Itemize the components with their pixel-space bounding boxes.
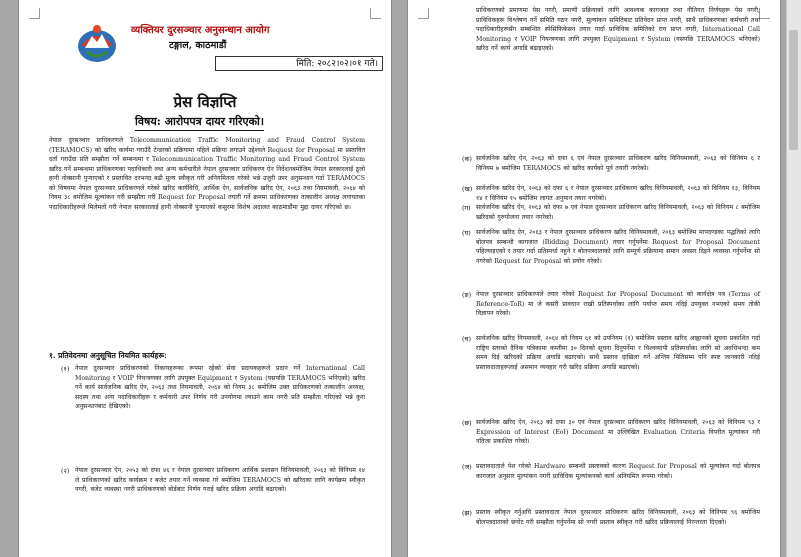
- item-number: (झ): [462, 509, 472, 517]
- item-number: (च): [462, 335, 472, 343]
- item-paragraph: प्रस्ताव स्वीकृत गर्नुअघि प्रस्तावदाता नेपाल दुरसञ्चार प्राधिकरण खरिद विनियमावली, २०६३ को विनियम ९६ बमोजिम बोलपत्रदाताको छनोट गरी सम्झौता गर्नुपर्नेमा सो नगरी प्रस्ताव स्वीकृत गरी खरिद प्रक्रियालाई निरन्तरता दिएको।: [476, 509, 760, 526]
- item-paragraph: सार्वजनिक खरिद ऐन, २०६३ को दफा ३० एवं नेपाल दुरसञ्चार प्राधिकरण खरिद विनियमावली, २०६३ को विनियम ९३ र Expression of Interest (EoI) Document मा उल्लिखित Evaluation Criteria विपरीत मूल्यांकन गरी नतिजा प्रकाशित गरेको।: [476, 419, 760, 445]
- item-paragraph: सार्वजनिक खरिद ऐन, २०६३ को दफा ६ एवं नेपाल दुरसञ्चार प्राधिकरण खरिद विनियमावली, २०६३ को विनियम ६ र विनियम ७ बमोजिम TERAMOCS को खरिद कार्यको पूर्व तयारी नगरेको।: [476, 155, 760, 172]
- margin-mark: [418, 8, 429, 19]
- item-paragraph: सार्वजनिक खरिद नियमावली, २०६४ को नियम ६१ को उपनियम (१) बमोजिम प्रस्ताव खरिद आह्वानको सूचना प्रकाशित गर्दा राष्ट्रिय स्तरको दैनिक पत्रिकामा कम्तीमा ३० दिनको सूचना दिनुपर्नेमा र विश्वव्यापी प्रतिस्पर्धाका लागि सो अवधिभन्दा कम समय दिई खरिदको प्रक्रिया अगाडि बढाएको। साथै प्रस्ताव दाखिला गर्ने अन्तिम मितिसम्म पनि स्पष्ट जानकारी नदिई प्रस्तावदाताहरूलाई असमान व्यवहार गरी खरिद प्रक्रिया अगाडि बढाएको।: [476, 335, 760, 371]
- item-number: (ङ): [462, 291, 472, 299]
- document-page-right: [408, 0, 780, 557]
- item-paragraph-2: नेपाल दुरसञ्चार ऐन, २०५३ को दफा ४६ र नेपाल दुरसञ्चार प्राधिकरण आर्थिक प्रशासन विनियमावली, २०६३ को विनियम १४ ले प्राधिकरणको खरिद कार्यक्रम र बजेट तयार गर्ने व्यवस्था गरे बमोजिम TERAMOCS को खरिदका लागि कार्यक्रम स्वीकृत नगरी, बजेट व्यवस्था नगरी प्राधिकरणको बोर्डबाट निर्णय गराई खरिद प्रक्रिया अगाडि बढाएको।: [75, 467, 365, 493]
- continued-paragraph: प्राधिकरणको प्रमाणमा पेस नगरी, प्रमाणी प्रक्रियाको लागि आवश्यक कागजात तथा नीतिगत निर्णयहरू पेस नगरी, प्राविधिकहरू विश्लेषण गर्ने समिति गठन नगरी, मूल्यांकन समितिबाट प्रतिवेदन प्राप्त नगरी, साथै प्राधिकरणका कर्मचारी तथा पदाधिकारीहरूसँग सम्बन्धित स्पेसिफिकेसन तयार पार्दा प्राविधिक समितिको राय प्राप्त नगरी, International Call Monitoring र VOIP नियन्त्रणका लागि उपयुक्त Equipment र System (यसपछि TERAMOCS भनिएको) खरिद गर्ने कार्य अगाडि बढाइएको।: [476, 7, 760, 52]
- item-number: (ख): [462, 185, 473, 193]
- item-number: (छ): [462, 419, 472, 427]
- section-heading: १. प्रतिवेदनमा अनुसूचित नियमित कार्यहरू:: [49, 351, 167, 360]
- vertical-scrollbar[interactable]: [786, 0, 801, 557]
- margin-mark: [29, 8, 40, 19]
- office-address: टङ्गाल, काठमाडौं: [169, 40, 227, 51]
- item-number: (क): [462, 155, 472, 163]
- item-paragraph-1: नेपाल दुरसञ्चार प्राधिकरणको निकायहरूका रूपमा रहेको सेवा प्रदायकहरूले प्रदान गर्ने International Call Monitoring र VOIP नियन्त्रणका लागि उपयुक्त Equipment र System (यसपछि TERAMOCS भनिएको) खरिद गर्ने कार्य सार्वजनिक खरिद ऐन, २०६३ तथा नियमावली, २०६४ को नियम ३८ बमोजिम उक्त प्राधिकरणको तत्कालीन अध्यक्ष, सदस्य तथा अन्य पदाधिकारीहरू र कर्मचारी उपर निर्णय गरी उपयोगमा ल्याउने काम नगरी प्रति सम्झौता गरिएको भन्ने कुरा अनुसन्धानबाट देखिएको।: [75, 365, 365, 410]
- item-paragraph: प्रस्तावदाताले पेश गरेको Hardware सम्बन्धी प्रस्तावको कारण Request for Proposal को मूल्यांकन गर्दा बोलपत्र कागजात अनुसार मूल्यांकन नगरी प्राविधिक मूल्यांकनको कार्य अनियमित रूपमा गरेको।: [476, 463, 760, 480]
- item-number: (ग): [462, 204, 471, 212]
- item-number: (१): [61, 365, 70, 373]
- margin-mark: [370, 8, 381, 19]
- item-paragraph: सार्वजनिक खरिद ऐन, २०६३ को दफा ६ र नेपाल दुरसञ्चार प्राधिकरण खरिद विनियमावली, २०६३ को विनियम १३, विनियम १४ र विनियम १५ बमोजिम लागत अनुमान तयार नगरेको।: [476, 185, 760, 202]
- item-paragraph: सार्वजनिक खरिद ऐन, २०६३ र नेपाल दुरसञ्चार प्राधिकरण खरिद विनियमावली, २०६३ बमोजिम मापदण्डका पद्धतिको लागि बोलपत्र सम्बन्धी कागजात (Bidding Document) तयार गर्नुपर्नेमा Request for Proposal Document पहिल्याइएको र तयार गर्दा प्रतिस्पर्धा नहुने र बोलपत्रदाताको लागि सम्पूर्ण प्रक्रियामा समान अवसर दिइने व्यवस्था गर्नुपर्नेमा सो नगरेको Request for Proposal को प्रयोग गरेको।: [476, 229, 760, 265]
- date-line: मिति: २०८२।०२।०१ गते।: [215, 56, 383, 71]
- scrollbar-thumb[interactable]: [789, 30, 798, 150]
- margin-mark: [759, 8, 770, 19]
- item-paragraph: सार्वजनिक खरिद ऐन, २०६३ को दफा ७ एवं नेपाल दुरसञ्चार प्राधिकरण खरिद विनियमावली, २०६३ को विनियम ८ बमोजिम खरिदको गुरुयोजना तयार नगरेको।: [476, 204, 760, 221]
- item-number: (ज): [462, 463, 472, 471]
- intro-paragraph: नेपाल दुरसञ्चार प्राधिकरणले Telecommunication Traffic Monitoring and Fraud Control System (TERAMOCS) को खरिद कार्यमा गराउँदै टेन्डरको प्रक्रियामा पहिले प्रक्रिया लगाउने उद्देश्यले Request for Proposal मा प्रस्तावित दर्ता गराउँदा प्रति सम्झौता गर्ने सम्बन्धमा र Telecommunication Traffic Monitoring and Fraud Control System खरिद गर्ने सम्बन्धमा प्राधिकरणका पदाधिकारी तथा अन्य कर्मचारीले नेपाल दुरसञ्चार प्राधिकरण ऐन निर्देशनबमोजिम नेपाल सरकारलाई ठूलो हानी नोक्सानी पुर्‍याएको र प्रस्तावित दरभन्दा बढी मूल्य स्वीकृत गरी अनियमितता गरेको भन्ने उजुरी उपर अनुसन्धान गर्दा TERAMOCS को विषयमा नेपाल दुरसञ्चार प्राधिकरणले गरेको खरिद कार्यविधि, आर्थिक ऐन, सार्वजनिक खरिद ऐन, २०६३ तथा नियमावली, २०६४ को नियम ३८ बमोजिम मूल्यांकन गरी सम्झौता गरी Request for Proposal तयारी गर्ने क्रममा प्राधिकरणका तत्कालीन अध्यक्ष लगायतका पदाधिकारीहरूले मिलेमतो गरी नेपाल सरकारलाई हानी नोक्सानी पुर्‍याएको कसुरमा विशेष अदालत काठमाडौंमा मुद्दा दायर गरिएको छ।: [49, 137, 365, 211]
- office-name: व्यक्तियर दुरसञ्चार अनुसन्धान आयोग: [131, 25, 270, 36]
- item-number: (२): [61, 467, 70, 475]
- item-paragraph: नेपाल दुरसञ्चार प्राधिकरणले तयार गरेको Request for Proposal Document को कार्यक्षेत्र पत्र (Terms of Reference-ToR) मा जे कसरी प्रावधान राखी प्रतिस्पर्धाका लागि पर्याप्त समय नदिई उपयुक्त नभएको समय तोकी विज्ञापन गरेको।: [476, 291, 760, 317]
- subject-line: विषय: आरोपपत्र दायर गरिएको।: [135, 114, 264, 131]
- nepal-emblem-icon: [75, 22, 119, 64]
- press-release-title: प्रेस विज्ञप्ति: [173, 93, 237, 111]
- document-page-left: [19, 0, 391, 557]
- item-number: (घ): [462, 229, 471, 237]
